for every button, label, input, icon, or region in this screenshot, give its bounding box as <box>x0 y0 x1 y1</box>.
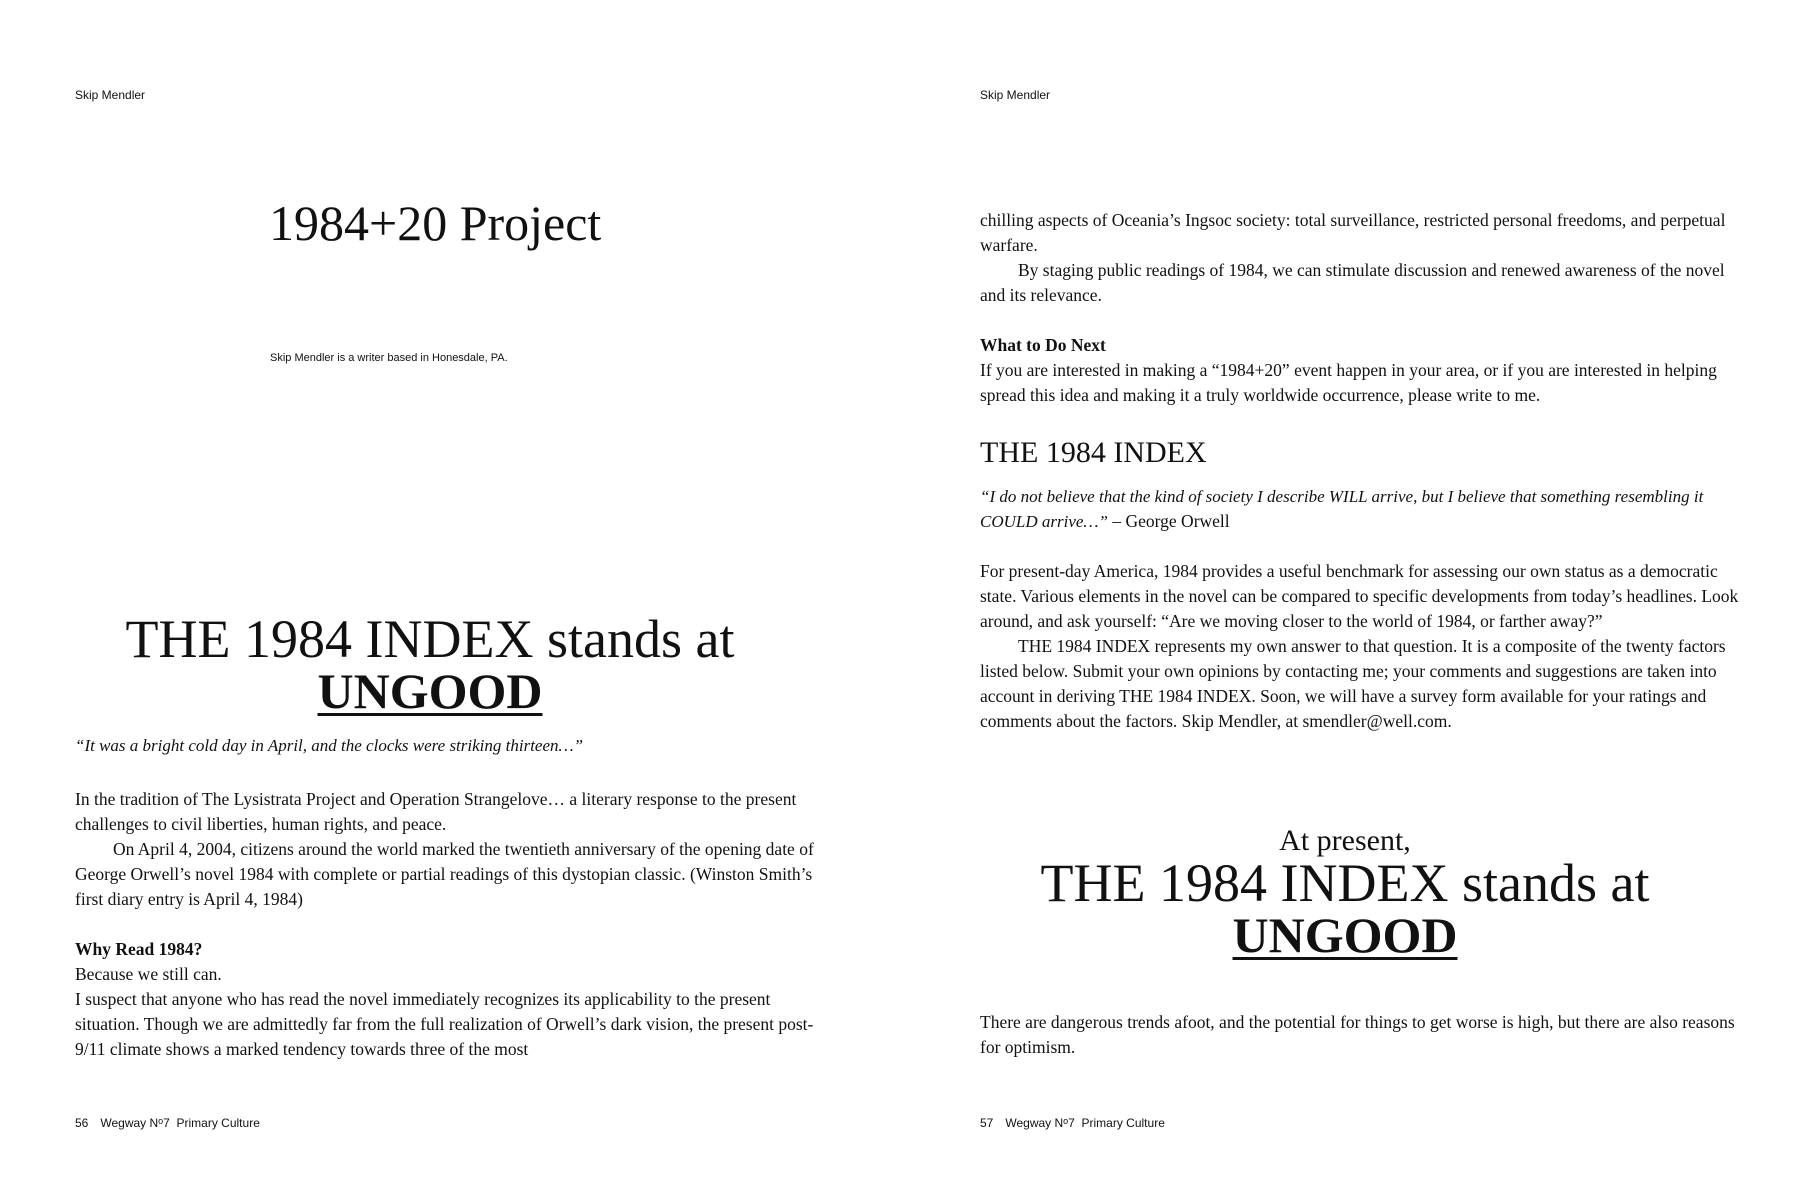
left-paragraph-3: Because we still can. <box>75 964 222 984</box>
right-footer-magazine: Wegway N <box>1005 1116 1064 1130</box>
left-body-text <box>75 787 835 1062</box>
right-footer-issue: 7 Primary Culture <box>1068 1116 1165 1130</box>
right-page-number: 57 <box>980 1116 994 1130</box>
right-section-title: THE 1984 INDEX <box>980 436 1207 469</box>
left-index-callout <box>100 609 760 719</box>
right-paragraph-2: By staging public readings of 1984, we can stimulate discussion and renewed awareness of the novel and its relevance. <box>980 260 1725 305</box>
right-body-text-top <box>980 208 1740 408</box>
left-footer-issue: 7 Primary Culture <box>163 1116 260 1130</box>
right-footer-number-sign: o <box>1063 1116 1069 1126</box>
left-footer <box>75 1116 260 1130</box>
left-footer-magazine: Wegway N <box>100 1116 159 1130</box>
right-index-line1: THE 1984 INDEX stands at <box>1040 853 1650 913</box>
right-epigraph-attribution: – George Orwell <box>1108 511 1230 531</box>
right-index-rating: UNGOOD <box>1232 907 1458 963</box>
right-body-text-middle <box>980 559 1740 734</box>
right-epigraph-quote: “I do not believe that the kind of society I describe WILL arrive, but I believe that something resembling it COULD arrive…” <box>980 487 1704 531</box>
right-paragraph-5: THE 1984 INDEX represents my own answer to that question. It is a composite of the twenty factors listed below. Submit your own opinions by contacting me; your comments and suggestions are taken into account in deriving THE 1984 INDEX. Soon, we will have a survey form available for your ratings and comments about the factors. Skip Mendler, at smendler@well.com. <box>980 636 1726 731</box>
left-index-rating: UNGOOD <box>317 663 543 719</box>
right-paragraph-1: chilling aspects of Oceania’s Ingsoc society: total surveillance, restricted personal freedoms, and perpetual warfare. <box>980 210 1726 255</box>
right-footer <box>980 1116 1165 1130</box>
left-paragraph-1: In the tradition of The Lysistrata Project and Operation Strangelove… a literary response to the present challenges to civil liberties, human rights, and peace. <box>75 789 797 834</box>
right-paragraph-3: If you are interested in making a “1984+20” event happen in your area, or if you are interested in helping spread this idea and making it a truly worldwide occurrence, please write to me. <box>980 360 1717 405</box>
right-paragraph-6: There are dangerous trends afoot, and the potential for things to get worse is high, but there are also reasons for optimism. <box>980 1012 1735 1057</box>
right-epigraph <box>980 484 1740 534</box>
right-subhead: What to Do Next <box>980 335 1106 355</box>
right-body-text-bottom <box>980 1010 1740 1060</box>
left-paragraph-2: On April 4, 2004, citizens around the world marked the twentieth anniversary of the opening date of George Orwell’s novel 1984 with complete or partial readings of this dystopian classic. (Winston Smith’s first diary entry is April 4, 1984) <box>75 839 814 909</box>
right-at-present: At present, <box>1279 824 1411 857</box>
left-paragraph-4: I suspect that anyone who has read the novel immediately recognizes its applicability to the present situation. Though we are admittedly far from the full realization of Orwell’s dark vision, the present post-9/11 climate shows a marked tendency towards three of the most <box>75 989 814 1059</box>
right-running-header: Skip Mendler <box>980 88 1051 102</box>
right-paragraph-4: For present-day America, 1984 provides a useful benchmark for assessing our own status as a democratic state. Various elements in the novel can be compared to specific developments from today’s headlines. Look around, and ask yourself: “Are we moving closer to the world of 1984, or farther away?” <box>980 561 1739 631</box>
left-epigraph-quote: “It was a bright cold day in April, and the clocks were striking thirteen…” <box>75 736 584 755</box>
left-footer-number-sign: o <box>158 1116 164 1126</box>
left-index-line1: THE 1984 INDEX stands at <box>125 609 735 669</box>
left-running-header: Skip Mendler <box>75 88 146 102</box>
right-index-callout <box>1010 824 1680 963</box>
left-subhead: Why Read 1984? <box>75 939 203 959</box>
left-page-number: 56 <box>75 1116 89 1130</box>
article-title: 1984+20 Project <box>269 195 602 251</box>
author-note: Skip Mendler is a writer based in Honesdale, PA. <box>270 352 508 364</box>
